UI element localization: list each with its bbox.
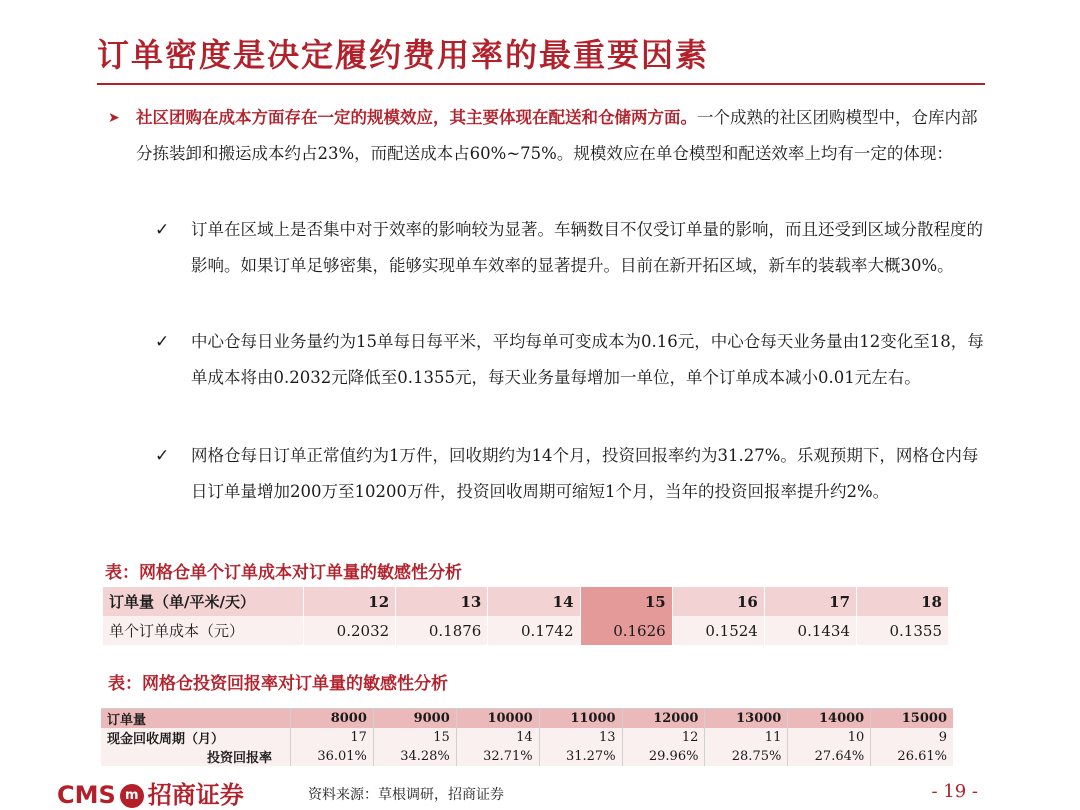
table-cell: 9000	[373, 709, 456, 729]
table-row	[101, 728, 953, 747]
table-cell: 14	[456, 728, 539, 747]
page-number: - 19 -	[931, 781, 978, 802]
bullet-item	[155, 212, 985, 284]
table-cell: 36.01%	[291, 747, 374, 766]
bullet-item	[155, 438, 985, 510]
table-cell: 0.1626	[580, 616, 672, 645]
table-cell: 0.1524	[672, 616, 764, 645]
table-cell: 28.75%	[705, 747, 788, 766]
checkmark-icon: ✓	[155, 332, 170, 352]
logo-badge-icon: m	[120, 784, 144, 808]
table-row	[103, 587, 948, 616]
page-title: 订单密度是决定履约费用率的最重要因素	[97, 36, 710, 74]
table-cell: 12	[304, 587, 396, 616]
checkmark-icon: ✓	[155, 446, 170, 466]
order-cost-table	[103, 587, 948, 645]
table-cell: 15	[580, 587, 672, 616]
table-cell: 13	[396, 587, 488, 616]
bullet-text: 中心仓每日业务量约为15单每日每平米，平均每单可变成本为0.16元，中心仓每天业务量由12变化至18，每单成本将由0.2032元降低至0.1355元，每天业务量每增加一单位，单个订单成本减小0.01元左右。	[191, 332, 984, 387]
row-label: 订单量（单/平米/天）	[103, 587, 304, 616]
table-cell: 0.1876	[396, 616, 488, 645]
table-cell: 8000	[291, 709, 374, 729]
table-cell: 16	[672, 587, 764, 616]
table-row	[101, 747, 953, 766]
table-cell: 27.64%	[788, 747, 871, 766]
table-cell: 9	[871, 728, 953, 747]
table-cell: 11000	[539, 709, 622, 729]
bullet-text: 网格仓每日订单正常值约为1万件，回收期约为14个月，投资回报率约为31.27%。乐观预期下，网格仓内每日订单量增加200万至10200万件，投资回收周期可缩短1个月，当年的投资回报率提升约2%。	[191, 446, 979, 501]
intro-highlight: 社区团购在成本方面存在一定的规模效应，其主要体现在配送和仓储两方面。	[136, 108, 697, 127]
row-label: 订单量	[101, 709, 291, 729]
arrow-bullet-icon: ➤	[108, 110, 120, 126]
checkmark-icon: ✓	[155, 220, 170, 240]
table-cell: 13000	[705, 709, 788, 729]
table-row	[101, 709, 953, 729]
source-note: 资料来源：草根调研，招商证券	[308, 787, 504, 803]
bullet-item	[155, 324, 985, 396]
table-cell: 0.1434	[764, 616, 856, 645]
table-cell: 0.1355	[857, 616, 948, 645]
table-cell: 13	[539, 728, 622, 747]
table-cell: 14000	[788, 709, 871, 729]
company-logo	[57, 775, 244, 810]
row-label: 现金回收周期（月）	[101, 728, 291, 747]
table-row	[103, 616, 948, 645]
table-cell: 12	[622, 728, 705, 747]
table-cell: 0.1742	[488, 616, 580, 645]
table-cell: 10000	[456, 709, 539, 729]
bullet-text: 订单在区域上是否集中对于效率的影响较为显著。车辆数目不仅受订单量的影响，而且还受到区域分散程度的影响。如果订单足够密集，能够实现单车效率的显著提升。目前在新开拓区域，新车的装载率大概30%。	[191, 220, 983, 275]
intro-text: 一个成熟的社区团购模型中，仓库内部分拣装卸和搬运成本约占23%，而配送成本占60%~75%。规模效应在单仓模型和配送效率上均有一定的体现：	[136, 108, 978, 163]
table-cell: 18	[857, 587, 948, 616]
table-cell: 15	[373, 728, 456, 747]
table1-caption: 表：网格仓单个订单成本对订单量的敏感性分析	[105, 563, 462, 583]
row-label: 单个订单成本（元）	[103, 616, 304, 645]
row-label: 投资回报率	[101, 747, 291, 766]
table-cell: 15000	[871, 709, 953, 729]
logo-name: 招商证券	[147, 781, 244, 809]
table-cell: 10	[788, 728, 871, 747]
table-cell: 14	[488, 587, 580, 616]
table-cell: 12000	[622, 709, 705, 729]
intro-paragraph	[108, 100, 988, 172]
table2-caption: 表：网格仓投资回报率对订单量的敏感性分析	[108, 674, 448, 694]
roi-table	[101, 708, 953, 766]
table-cell: 17	[764, 587, 856, 616]
table-cell: 32.71%	[456, 747, 539, 766]
title-divider	[97, 83, 985, 85]
logo-text: CMS	[57, 781, 116, 809]
table-cell: 26.61%	[871, 747, 953, 766]
table-cell: 11	[705, 728, 788, 747]
table-cell: 0.2032	[304, 616, 396, 645]
table-cell: 17	[291, 728, 374, 747]
table-cell: 34.28%	[373, 747, 456, 766]
table-cell: 31.27%	[539, 747, 622, 766]
table-cell: 29.96%	[622, 747, 705, 766]
